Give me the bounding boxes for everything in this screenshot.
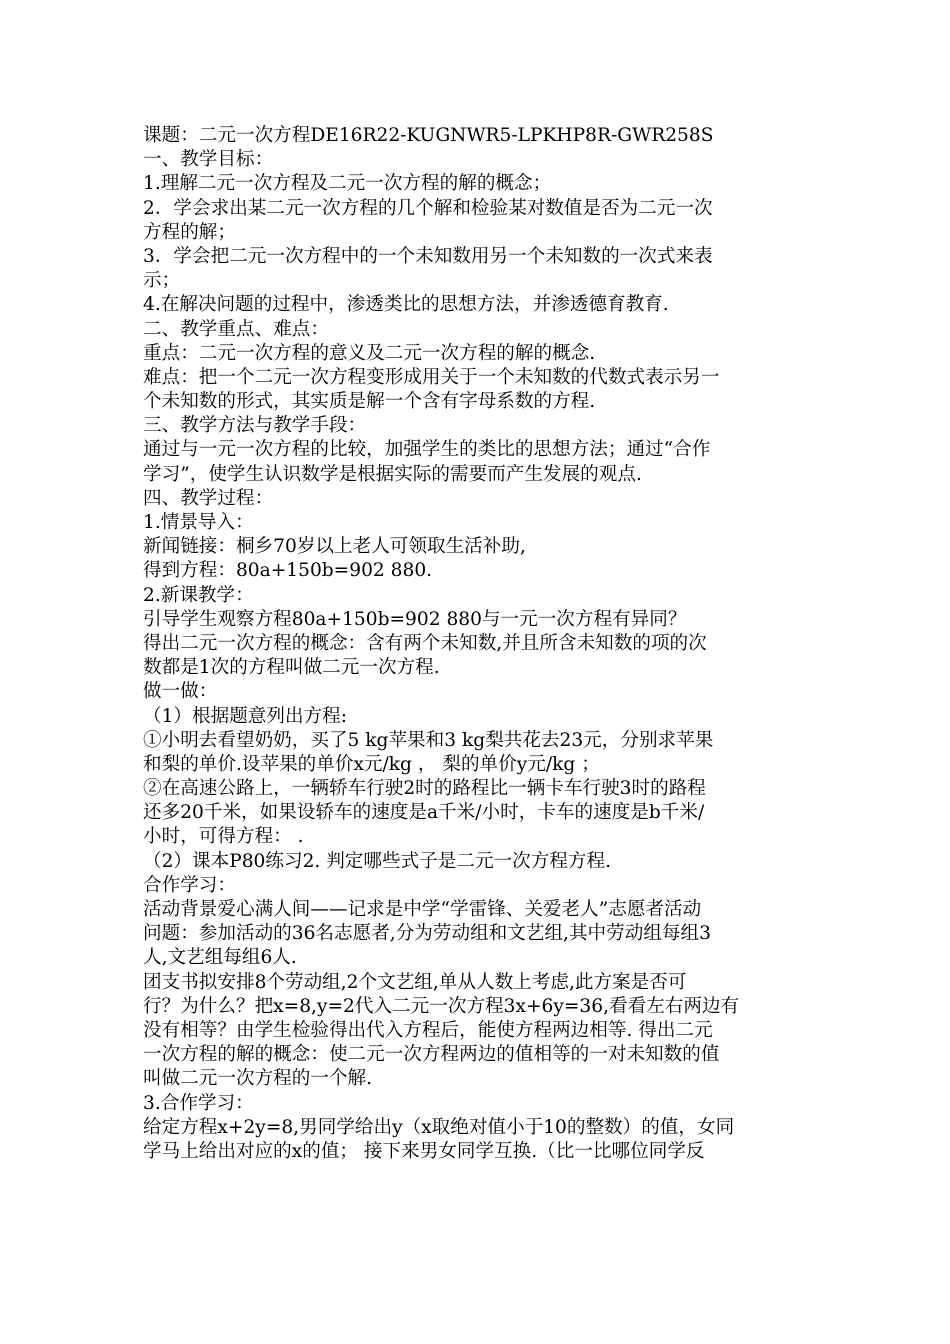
text-line: 3.合作学习： <box>143 1092 254 1114</box>
text-line: 叫做二元一次方程的一个解. <box>143 1068 373 1090</box>
text-line: 2.新课教学： <box>143 584 254 606</box>
text-line: （1）根据题意列出方程: <box>143 705 348 727</box>
text-line: 和梨的单价.设苹果的单价x元/kg ， 梨的单价y元/kg ； <box>143 753 600 775</box>
section-heading-process: 四、教学过程： <box>143 487 274 509</box>
text-line: 小时，可得方程： . <box>143 826 304 848</box>
text-line: 2．学会求出某二元一次方程的几个解和检验某对数值是否为二元一次 <box>143 197 713 219</box>
text-line: 得出二元一次方程的概念：含有两个未知数,并且所含未知数的项的次 <box>143 632 707 654</box>
text-line: 3．学会把二元一次方程中的一个未知数用另一个未知数的一次式来表 <box>143 245 713 267</box>
text-line: 新闻链接：桐乡70岁以上老人可领取生活补助, <box>143 536 526 558</box>
document-title: 课题：二元一次方程DE16R22-KUGNWR5-LPKHP8R-GWR258S <box>143 125 714 146</box>
text-line: 问题：参加活动的36名志愿者,分为劳动组和文艺组,其中劳动组每组3 <box>143 923 711 945</box>
text-line: 一次方程的解的概念：使二元一次方程两边的值相等的一对未知数的值 <box>143 1044 720 1066</box>
section-heading-objectives: 一、教学目标： <box>143 149 274 171</box>
text-line: 引导学生观察方程80a+150b=902 880与一元一次方程有异同？ <box>143 608 687 630</box>
text-line: 1.理解二元一次方程及二元一次方程的解的概念； <box>143 173 552 195</box>
text-line: 1.情景导入： <box>143 512 254 533</box>
text-line: 4.在解决问题的过程中，渗透类比的思想方法，并渗透德育教育. <box>143 294 669 316</box>
text-line: 合作学习： <box>143 874 236 896</box>
text-line: （2）课本P80练习2. 判定哪些式子是二元一次方程方程. <box>143 850 612 872</box>
text-line: 给定方程x+2y=8,男同学给出y（x取绝对值小于10的整数）的值，女同 <box>143 1116 735 1138</box>
text-line: 学马上给出对应的x的值； 接下来男女同学互换.（比一比哪位同学反 <box>143 1140 705 1162</box>
text-line: 难点：把一个二元一次方程变形成用关于一个未知数的代数式表示另一 <box>143 366 720 388</box>
text-line: 学习”，使学生认识数学是根据实际的需要而产生发展的观点. <box>143 463 642 485</box>
text-line: 没有相等？由学生检验得出代入方程后，能使方程两边相等. 得出二元 <box>143 1019 713 1041</box>
text-line: 还多20千米，如果设轿车的速度是a千米/小时，卡车的速度是b千米/ <box>143 802 705 824</box>
document-body <box>143 124 813 1164</box>
text-line: 行？为什么？把x=8,y=2代入二元一次方程3x+6y=36,看看左右两边有 <box>143 995 740 1017</box>
section-heading-methods: 三、教学方法与教学手段： <box>143 415 367 437</box>
text-line: 方程的解； <box>143 221 236 243</box>
text-line: 通过与一元一次方程的比较，加强学生的类比的思想方法；通过“合作 <box>143 439 711 461</box>
text-line: ①小明去看望奶奶，买了5 kg苹果和3 kg梨共花去23元，分别求苹果 <box>143 729 714 751</box>
text-line: 团支书拟安排8个劳动组,2个文艺组,单从人数上考虑,此方案是否可 <box>143 971 687 993</box>
text-line: 重点：二元一次方程的意义及二元一次方程的解的概念. <box>143 342 596 364</box>
text-line: 得到方程：80a+150b=902 880. <box>143 560 433 582</box>
text-line: 示； <box>143 270 181 292</box>
text-line: 数都是1次的方程叫做二元一次方程. <box>143 657 440 679</box>
text-line: 做一做： <box>143 681 218 703</box>
text-line: 个未知数的形式，其实质是解一个含有字母系数的方程. <box>143 391 596 413</box>
text-line: 人,文艺组每组6人. <box>143 947 297 969</box>
text-line: 活动背景爱心满人间——记求是中学“学雷锋、关爱老人”志愿者活动 <box>143 899 702 920</box>
text-line: ②在高速公路上，一辆轿车行驶2时的路程比一辆卡车行驶3时的路程 <box>143 778 706 800</box>
section-heading-key-points: 二、教学重点、难点： <box>143 318 329 340</box>
